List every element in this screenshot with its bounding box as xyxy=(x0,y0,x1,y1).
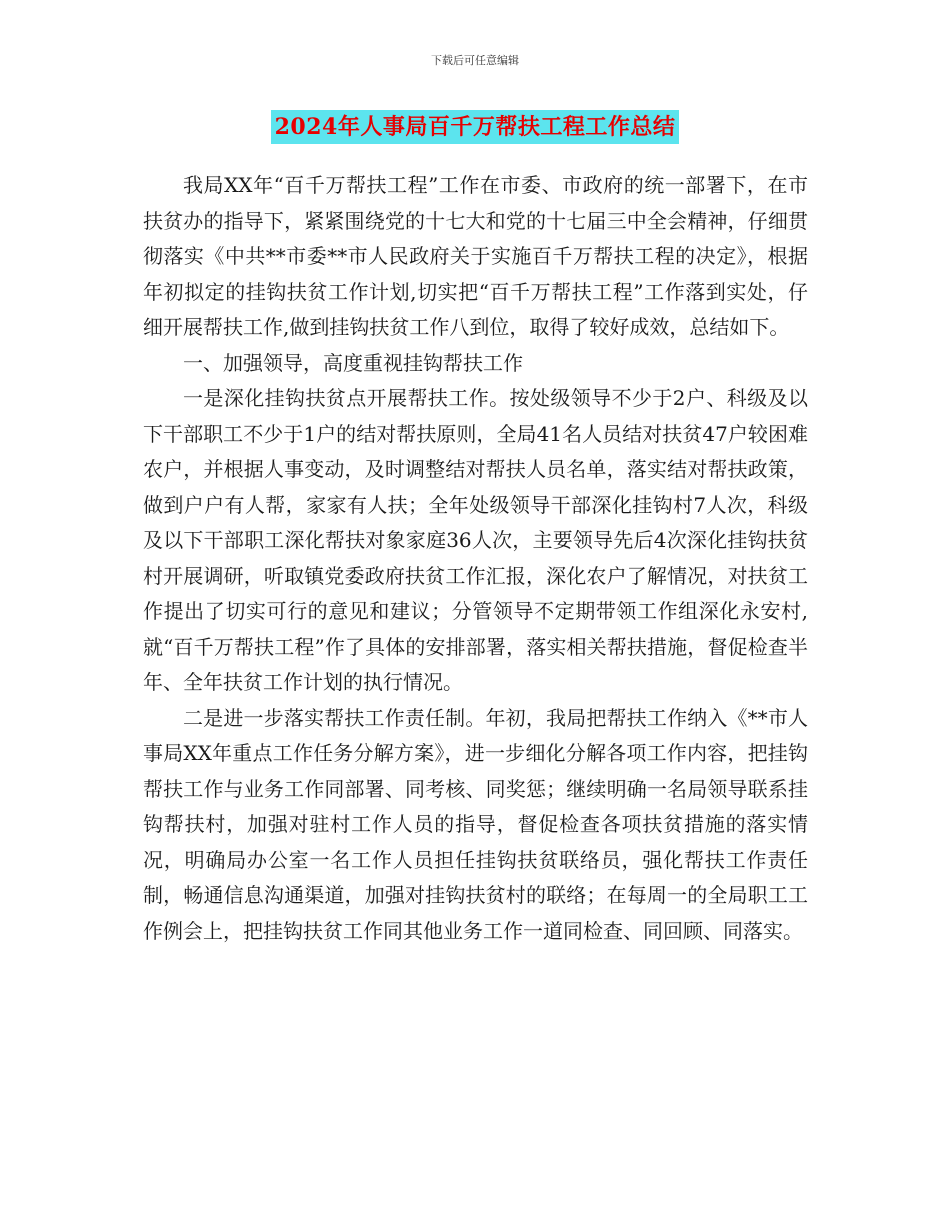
paragraph-item-2: 二是进一步落实帮扶工作责任制。年初，我局把帮扶工作纳入《**市人事局XX年重点工作任务分解方案》，进一步细化分解各项工作内容，把挂钩帮扶工作与业务工作同部署、同考核、同奖惩；继续明确一名局领导联系挂钩帮扶村，加强对驻村工作人员的指导，督促检查各项扶贫措施的落实情况，明确局办公室一名工作人员担任挂钩扶贫联络员，强化帮扶工作责任制，畅通信息沟通渠道，加强对挂钩扶贫村的联络；在每周一的全局职工工作例会上，把挂钩扶贫工作同其他业务工作一道同检查、同回顾、同落实。 xyxy=(143,705,808,943)
document-body xyxy=(143,168,808,949)
document-title: 2024年人事局百千万帮扶工程工作总结 xyxy=(271,110,680,144)
paragraph-item-1: 一是深化挂钩扶贫点开展帮扶工作。按处级领导不少于2户、科级及以下干部职工不少于1户的结对帮扶原则，全局41名人员结对扶贫47户较困难农户，并根据人事变动，及时调整结对帮扶人员名单，落实结对帮扶政策，做到户户有人帮，家家有人扶；全年处级领导干部深化挂钩村7人次，科级及以下干部职工深化帮扶对象家庭36人次，主要领导先后4次深化挂钩扶贫村开展调研，听取镇党委政府扶贫工作汇报，深化农户了解情况，对扶贫工作提出了切实可行的意见和建议；分管领导不定期带领工作组深化永安村,就“百千万帮扶工程”作了具体的安排部署，落实相关帮扶措施，督促检查半年、全年扶贫工作计划的执行情况。 xyxy=(143,386,808,694)
header-note: 下载后可任意编辑 xyxy=(431,54,519,67)
paragraph-intro: 我局XX年“百千万帮扶工程”工作在市委、市政府的统一部署下，在市扶贫办的指导下，紧紧围绕党的十七大和党的十七届三中全会精神，仔细贯彻落实《中共**市委**市人民政府关于实施百千万帮扶工程的决定》，根据年初拟定的挂钩扶贫工作计划,切实把“百千万帮扶工程”工作落到实处，仔细开展帮扶工作,做到挂钩扶贫工作八到位，取得了较好成效，总结如下。 xyxy=(143,173,808,339)
title-container xyxy=(0,110,950,144)
section-heading-1: 一、加强领导，高度重视挂钩帮扶工作 xyxy=(183,350,523,375)
